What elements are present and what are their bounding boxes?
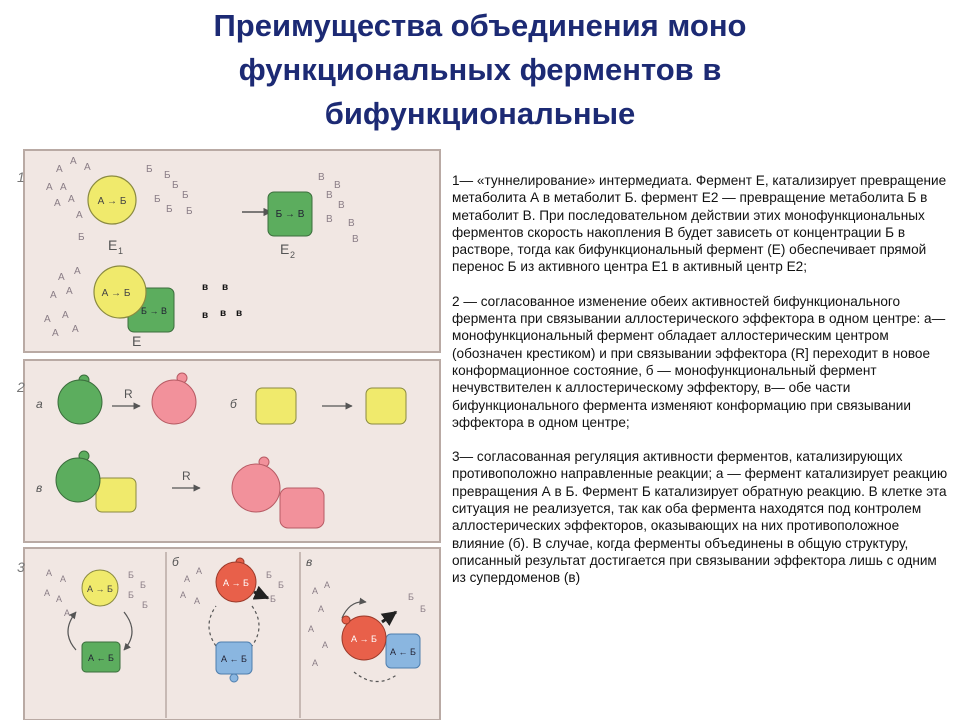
metabolite-label: А	[62, 310, 69, 321]
metabolite-label: А	[84, 162, 91, 173]
metabolite-label: А	[74, 266, 81, 277]
metabolite-label: А	[56, 164, 63, 175]
metabolite-label: А	[318, 604, 325, 614]
metabolite-label: А	[46, 182, 53, 193]
metabolite-label: А	[58, 272, 65, 283]
metabolite-label: А	[70, 156, 77, 167]
reaction-label: А ← Б	[390, 647, 416, 657]
reaction-label: А → Б	[223, 578, 249, 588]
metabolite-label: А	[322, 640, 329, 650]
description-text	[452, 172, 948, 587]
metabolite-label: в	[220, 308, 227, 319]
bifunctional-domain-pink-round	[232, 464, 280, 512]
sub-label-b: б	[172, 555, 179, 569]
metabolite-label: Б	[270, 594, 276, 604]
bifunctional-domain-pink	[280, 488, 324, 528]
reaction-label: А → Б	[101, 288, 131, 299]
enzyme-figure	[16, 142, 444, 720]
enzyme-yellow	[366, 388, 406, 424]
metabolite-label: В	[318, 172, 325, 183]
metabolite-label: Б	[266, 570, 272, 580]
metabolite-label: Б	[186, 206, 193, 217]
enzyme-green	[58, 380, 102, 424]
effector-label: R	[124, 387, 133, 401]
metabolite-label: Б	[420, 604, 426, 614]
reaction-label: Б → В	[141, 306, 167, 316]
metabolite-label: Б	[78, 232, 85, 243]
metabolite-label: В	[352, 234, 359, 245]
metabolite-label: А	[56, 594, 63, 604]
enzyme-pink	[152, 380, 196, 424]
reaction-label: А → Б	[351, 634, 377, 644]
reaction-label: Б → В	[275, 209, 305, 220]
enzyme-yellow	[256, 388, 296, 424]
metabolite-label: В	[326, 190, 333, 201]
metabolite-label: А	[196, 566, 203, 576]
reaction-label: А ← Б	[221, 654, 247, 664]
metabolite-label: Б	[166, 204, 173, 215]
enzyme-label-e2: Е	[280, 241, 290, 257]
panel-number-2: 2	[17, 379, 25, 395]
metabolite-label: А	[180, 590, 187, 600]
title-line-3: бифункциональные	[324, 96, 636, 131]
metabolite-label: в	[222, 282, 229, 293]
metabolite-label: А	[52, 328, 59, 339]
metabolite-label: А	[194, 596, 201, 606]
enzyme-label-e1: Е	[108, 237, 118, 253]
paragraph-1: 1— «туннелирование» интермедиата. Фермент Е, катализирует превращение метаболита А в метаболит Б. фермент Е2 — превращение метаболита Б в метаболит В. При последовательном действии этих монофункциональных ферментов скорость накопления В будет зависеть от концентрации Б в растворе, тогда как бифункциональный фермент (Е) обеспечивает прямой перенос Б из активного центра Е1 в активный центр Е2;	[452, 173, 947, 275]
panel-number-3: 3	[17, 559, 25, 575]
metabolite-label: в	[202, 310, 209, 321]
metabolite-label: А	[184, 574, 191, 584]
enzyme-subscript: 1	[118, 246, 124, 256]
metabolite-label: Б	[146, 164, 153, 175]
effector-label: R	[182, 469, 191, 483]
metabolite-label: А	[54, 198, 61, 209]
metabolite-label: А	[308, 624, 315, 634]
reaction-label: А → Б	[87, 584, 113, 594]
panel-number-1: 1	[17, 169, 25, 185]
metabolite-label: А	[44, 588, 51, 598]
reaction-label: А ← Б	[88, 653, 114, 663]
metabolite-label: А	[64, 608, 71, 618]
paragraph-2: 2 — согласованное изменение обеих активностей бифункционального фермента при связывании аллостерического эффектора в одном центре: а— монофункциональный фермент обладает аллостерическим центром (обозначен крестиком) и при связывании эффектора (R] переходит в новое конформационное состояние, б — монофункциональный фермент нечувствителен к аллостерическому эффектору, в— обе части бифункционального фермента изменяют конформацию при связывании эффектора в одном центре;	[452, 293, 946, 430]
metabolite-label: Б	[278, 580, 284, 590]
bifunctional-domain-yellow	[96, 478, 136, 512]
metabolite-label: А	[50, 290, 57, 301]
metabolite-label: В	[348, 218, 355, 229]
metabolite-label: А	[68, 194, 75, 205]
metabolite-label: Б	[164, 170, 171, 181]
metabolite-label: А	[312, 658, 319, 668]
metabolite-label: Б	[172, 180, 179, 191]
metabolite-label: Б	[128, 590, 134, 600]
allosteric-site	[230, 674, 238, 682]
metabolite-label: А	[46, 568, 53, 578]
sub-label-v: в	[36, 481, 43, 495]
metabolite-label: в	[236, 308, 243, 319]
enzyme-subscript: 2	[290, 250, 296, 260]
metabolite-label: Б	[408, 592, 414, 602]
metabolite-label: В	[338, 200, 345, 211]
sub-label-v: в	[306, 555, 313, 569]
metabolite-label: А	[60, 574, 67, 584]
metabolite-label: Б	[140, 580, 146, 590]
metabolite-label: А	[60, 182, 67, 193]
allosteric-site	[342, 616, 350, 624]
metabolite-label: А	[44, 314, 51, 325]
metabolite-label: в	[202, 282, 209, 293]
metabolite-label: В	[334, 180, 341, 191]
metabolite-label: Б	[154, 194, 161, 205]
sub-label-a: а	[36, 397, 43, 411]
slide-title	[120, 0, 840, 136]
metabolite-label: Б	[142, 600, 148, 610]
title-line-1: Преимущества объединения моно	[213, 8, 747, 43]
metabolite-label: В	[326, 214, 333, 225]
metabolite-label: А	[76, 210, 83, 221]
title-line-2: функциональных ферментов в	[238, 52, 722, 87]
metabolite-label: Б	[128, 570, 134, 580]
metabolite-label: А	[312, 586, 319, 596]
reaction-label: А → Б	[97, 196, 127, 207]
sub-label-b: б	[230, 397, 237, 411]
paragraph-3: 3— согласованная регуляция активности ферментов, катализирующих противоположно направленные реакции; а — фермент катализирует реакцию превращения А в Б. Фермент Б катализирует обратную реакцию. В клетке эта ситуация не реализуется, так как оба фермента находятся под контролем аллостерических эффекторов, оказывающих на них противоположное влияние (б). В случае, когда ферменты объединены в общую структуру, описанный результат достигается при связывании эффектора лишь с одним из супердоменов (в)	[452, 449, 948, 586]
metabolite-label: Б	[182, 190, 189, 201]
metabolite-label: А	[66, 286, 73, 297]
bifunctional-domain-green	[56, 458, 100, 502]
panel-1	[24, 150, 440, 352]
metabolite-label: А	[72, 324, 79, 335]
metabolite-label: А	[324, 580, 331, 590]
enzyme-label-e: Е	[132, 333, 142, 349]
